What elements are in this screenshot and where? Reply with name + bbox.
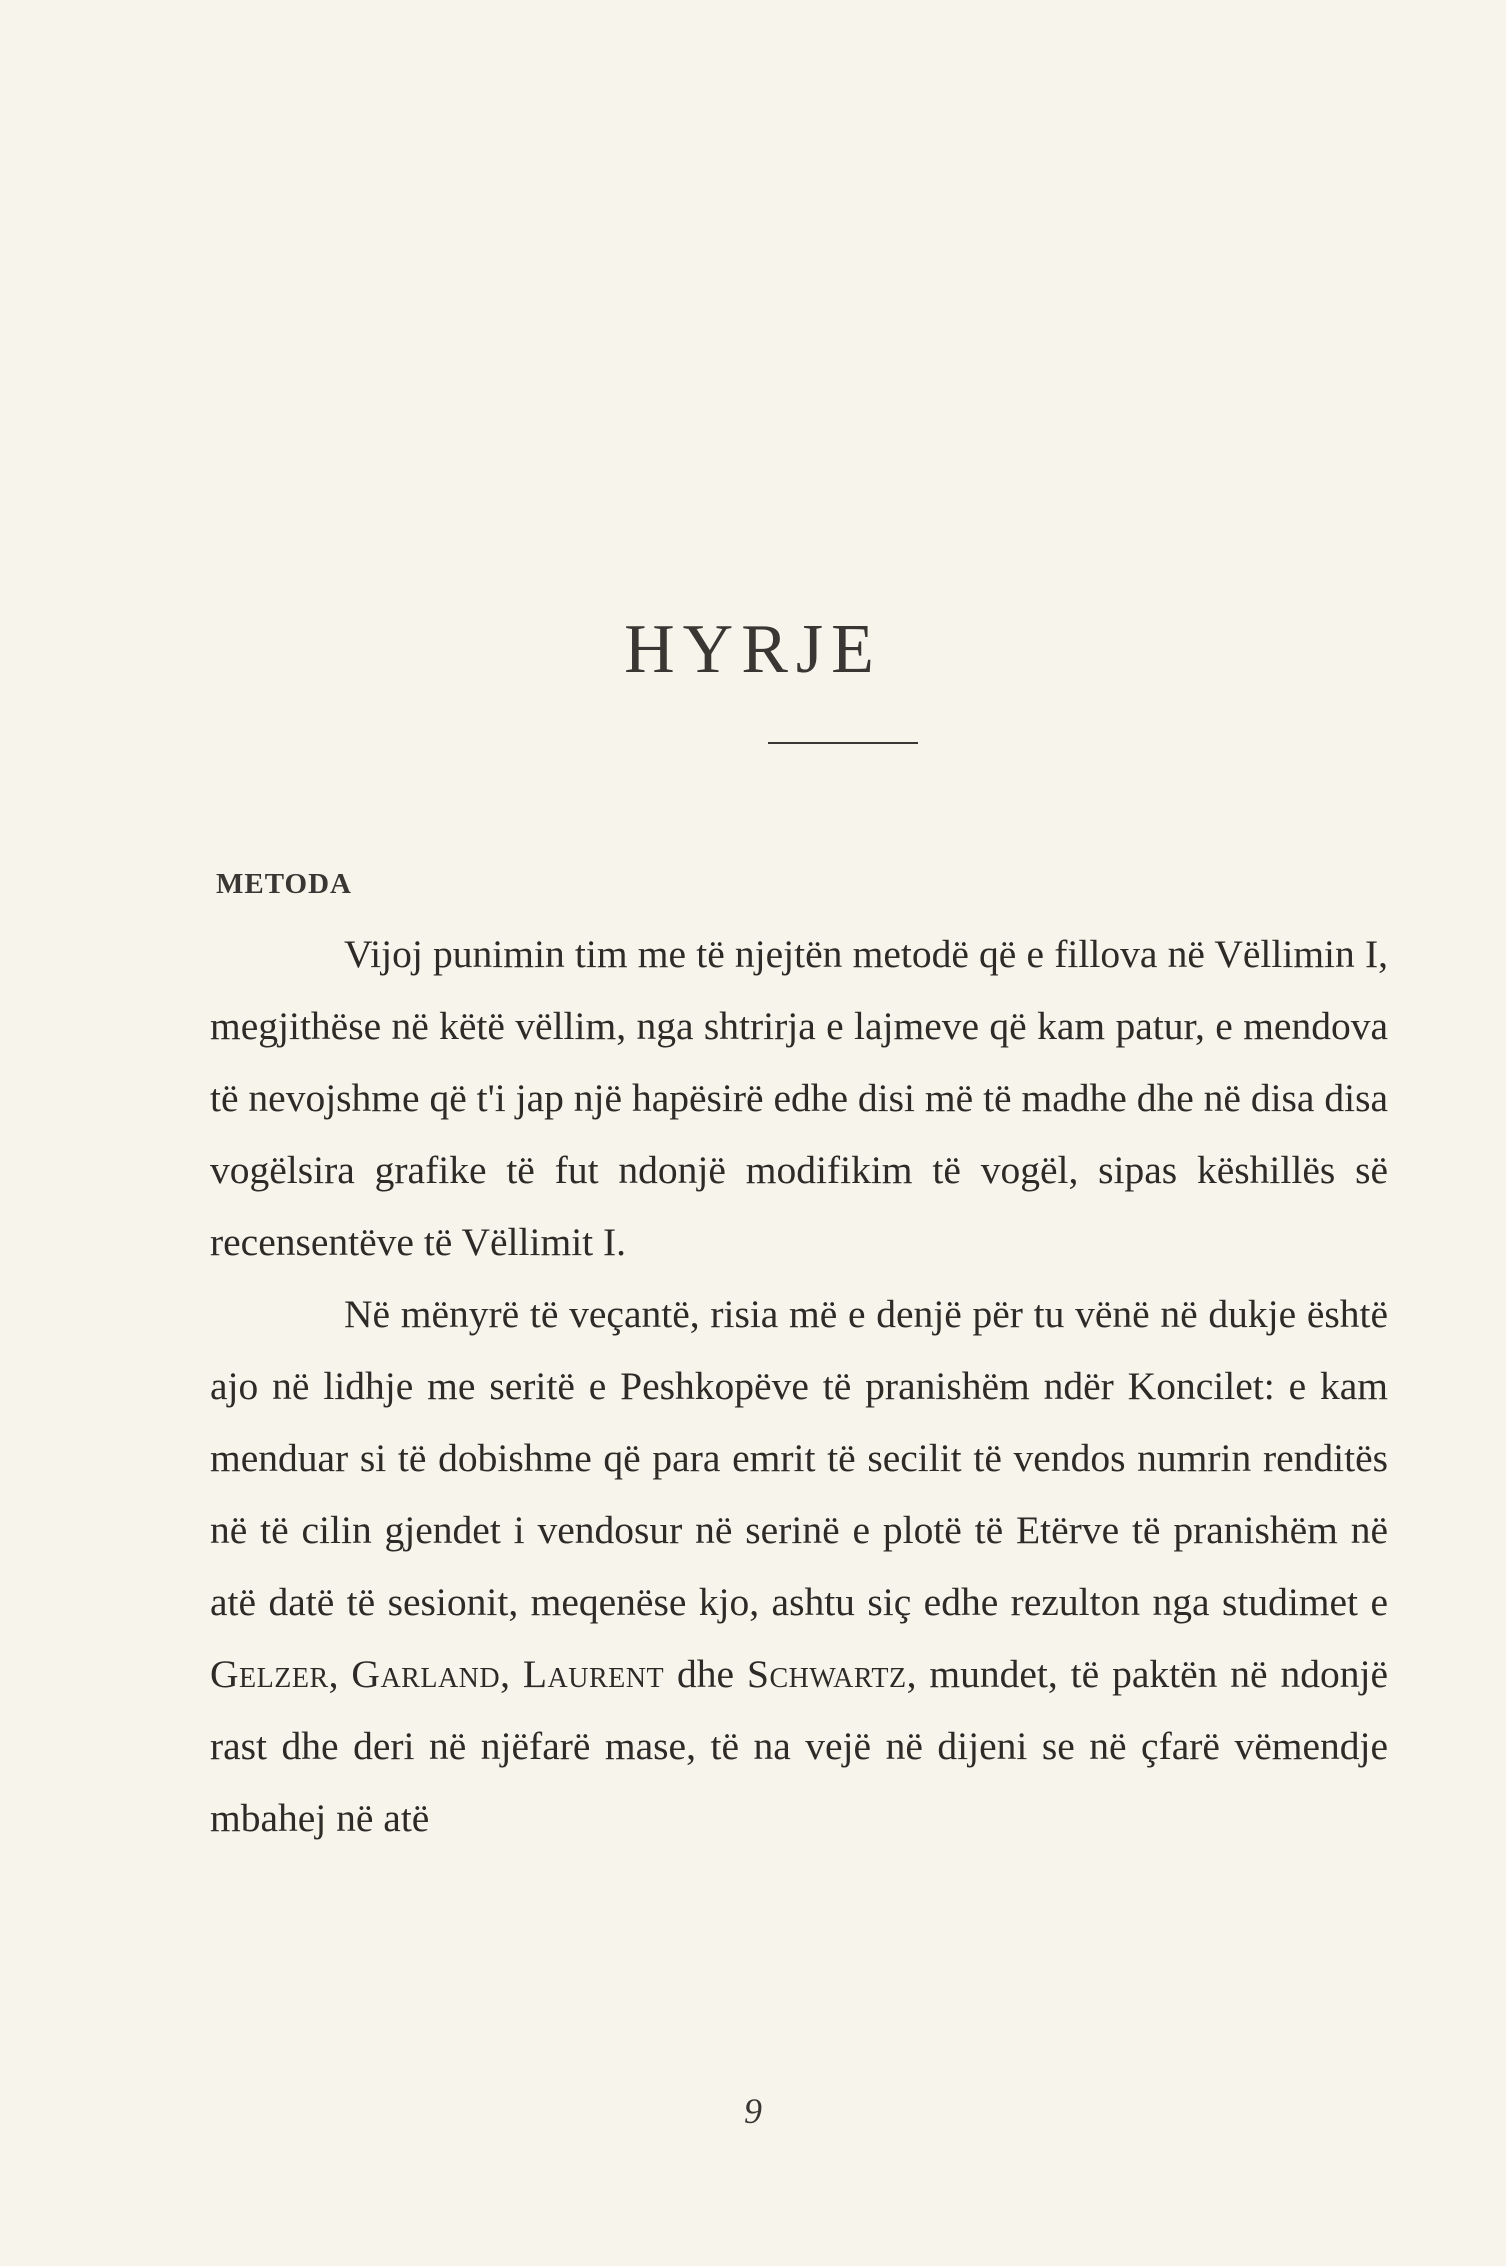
name-separator: , — [328, 1652, 352, 1696]
paragraph-2 — [210, 1278, 1388, 1854]
author-name-laurent: Laurent — [522, 1652, 665, 1696]
author-name-garland: Garland — [351, 1652, 501, 1696]
body-text — [210, 918, 1388, 1854]
title-divider — [768, 742, 918, 744]
section-heading: METODA — [216, 868, 352, 900]
name-separator: dhe — [664, 1652, 747, 1696]
name-separator: , — [500, 1652, 523, 1696]
paragraph-2-part-b: , mundet, të paktën në ndonjë rast dhe deri në njëfarë mase, të na vejë në dijeni se në çfarë vëmendje mbahej në atë — [210, 1652, 1388, 1840]
chapter-title: HYRJE — [624, 611, 882, 688]
paragraph-1: Vijoj punimin tim me të njejtën metodë që e fillova në Vëllimin I, megjithëse në këtë vëllim, nga shtrirja e lajmeve që kam patur, e mendova të nevojshme që t'i jap një hapësirë edhe disi më të madhe dhe në disa disa vogëlsira grafike të fut ndonjë modifikim të vogël, sipas këshillës së recensentëve të Vëllimit I. — [210, 932, 1388, 1264]
author-name-schwartz: Schwartz — [746, 1652, 907, 1696]
paragraph-2-part-a: Në mënyrë të veçantë, risia më e denjë për tu vënë në dukje është ajo në lidhje me seritë e Peshkopëve të pranishëm ndër Koncilet: e kam menduar si të dobishme që para emrit të secilit të vendos numrin renditës në të cilin gjendet i vendosur në serinë e plotë të Etërve të pranishëm në atë datë të sesionit, meqenëse kjo, ashtu siç edhe rezulton nga studimet e — [210, 1292, 1388, 1624]
page-number: 9 — [744, 2091, 762, 2131]
author-name-gelzer: Gelzer — [210, 1652, 329, 1696]
